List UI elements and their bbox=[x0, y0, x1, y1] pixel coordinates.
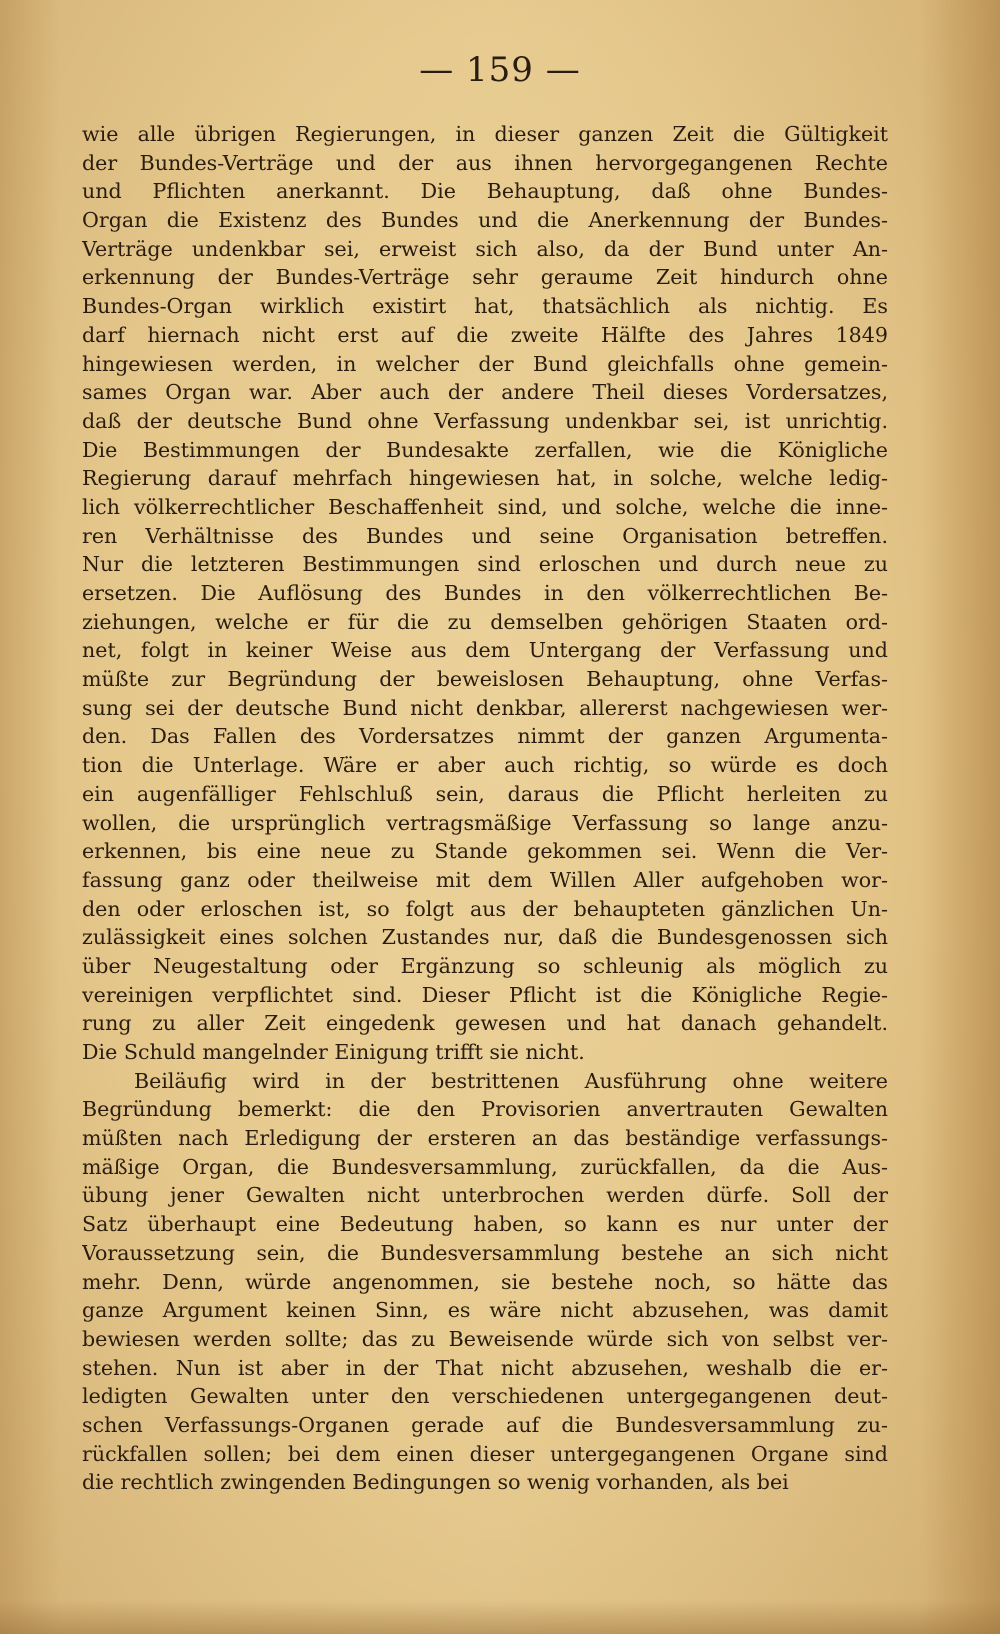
text-line: Voraussetzung sein, die Bundesversammlung bestehe an sich nicht bbox=[82, 1240, 888, 1265]
text-line: Die Schuld mangelnder Einigung trifft sie nicht. bbox=[82, 1040, 585, 1064]
text-line: wollen, die ursprünglich vertragsmäßige Verfassung so lange anzu- bbox=[82, 810, 888, 835]
text-line: net, folgt in keiner Weise aus dem Untergang der Verfassung und bbox=[82, 638, 888, 663]
text-line: mäßige Organ, die Bundesversammlung, zurückfallen, da die Aus- bbox=[82, 1154, 888, 1179]
text-line: über Neugestaltung oder Ergänzung so schleunig als möglich zu bbox=[82, 953, 888, 978]
text-line: fassung ganz oder theilweise mit dem Willen Aller aufgehoben wor- bbox=[82, 867, 888, 892]
page-number-header bbox=[0, 50, 1000, 90]
page-number: — 159 — bbox=[419, 50, 581, 90]
text-line: ziehungen, welche er für die zu demselben gehörigen Staaten ord- bbox=[82, 609, 888, 634]
text-line: bewiesen werden sollte; das zu Beweisende würde sich von selbst ver- bbox=[82, 1326, 888, 1351]
text-line: daß der deutsche Bund ohne Verfassung undenkbar sei, ist unrichtig. bbox=[82, 408, 888, 433]
text-line: ledigten Gewalten unter den verschiedenen untergegangenen deut- bbox=[82, 1384, 888, 1409]
text-line: sung sei der deutsche Bund nicht denkbar, allererst nachgewiesen wer- bbox=[82, 695, 888, 720]
text-line: mehr. Denn, würde angenommen, sie bestehe noch, so hätte das bbox=[82, 1269, 888, 1294]
text-line: darf hiernach nicht erst auf die zweite Hälfte des Jahres 1849 bbox=[82, 322, 888, 347]
text-line: Regierung darauf mehrfach hingewiesen hat, in solche, welche ledig- bbox=[82, 466, 888, 491]
text-line: Begründung bemerkt: die den Provisorien anvertrauten Gewalten bbox=[82, 1097, 888, 1122]
text-line: Die Bestimmungen der Bundesakte zerfallen, wie die Königliche bbox=[82, 437, 888, 462]
text-line: müßten nach Erledigung der ersteren an das beständige verfassungs- bbox=[82, 1126, 888, 1151]
text-line: sames Organ war. Aber auch der andere Theil dieses Vordersatzes, bbox=[82, 380, 888, 405]
text-line: vereinigen verpflichtet sind. Dieser Pflicht ist die Königliche Regie- bbox=[82, 982, 888, 1007]
text-line: Satz überhaupt eine Bedeutung haben, so kann es nur unter der bbox=[82, 1212, 888, 1237]
text-line: und Pflichten anerkannt. Die Behauptung, daß ohne Bundes- bbox=[82, 179, 888, 204]
text-line: übung jener Gewalten nicht unterbrochen werden dürfe. Soll der bbox=[82, 1183, 888, 1208]
text-line: ersetzen. Die Auflösung des Bundes in den völkerrechtlichen Be- bbox=[82, 581, 888, 605]
text-line: schen Verfassungs-Organen gerade auf die Bundesversammlung zu- bbox=[82, 1412, 888, 1437]
text-line: rückfallen sollen; bei dem einen dieser untergegangenen Organe sind bbox=[82, 1441, 888, 1466]
text-line: Verträge undenkbar sei, erweist sich also, da der Bund unter An- bbox=[82, 236, 888, 261]
text-line: den. Das Fallen des Vordersatzes nimmt der ganzen Argumenta- bbox=[82, 724, 888, 749]
text-line: Beiläufig wird in der bestrittenen Ausführung ohne weitere bbox=[134, 1068, 888, 1093]
text-line: ein augenfälliger Fehlschluß sein, daraus die Pflicht herleiten zu bbox=[82, 781, 888, 806]
text-line: Nur die letzteren Bestimmungen sind erloschen und durch neue zu bbox=[82, 552, 888, 577]
text-line: hingewiesen werden, in welcher der Bund gleichfalls ohne gemein- bbox=[82, 351, 888, 376]
text-line: rung zu aller Zeit eingedenk gewesen und hat danach gehandelt. bbox=[82, 1011, 888, 1036]
text-line: tion die Unterlage. Wäre er aber auch richtig, so würde es doch bbox=[82, 753, 888, 778]
text-line: wie alle übrigen Regierungen, in dieser ganzen Zeit die Gültigkeit bbox=[82, 122, 888, 146]
text-line: ren Verhältnisse des Bundes und seine Organisation betreffen. bbox=[82, 523, 888, 548]
text-line: Bundes-Organ wirklich existirt hat, thatsächlich als nichtig. Es bbox=[82, 294, 888, 319]
text-line: Organ die Existenz des Bundes und die Anerkennung der Bundes- bbox=[82, 208, 888, 233]
body-text bbox=[82, 120, 888, 1497]
page-edge-shadow bbox=[0, 1600, 1000, 1634]
text-line: die rechtlich zwingenden Bedingungen so wenig vorhanden, als bei bbox=[82, 1470, 789, 1495]
text-line: lich völkerrechtlicher Beschaffenheit sind, und solche, welche die inne- bbox=[82, 494, 888, 519]
text-line: müßte zur Begründung der beweislosen Behauptung, ohne Verfas- bbox=[82, 667, 888, 692]
text-line: erkennung der Bundes-Verträge sehr geraume Zeit hindurch ohne bbox=[82, 265, 888, 290]
text-line: zulässigkeit eines solchen Zustandes nur, daß die Bundesgenossen sich bbox=[82, 925, 888, 950]
text-line: ganze Argument keinen Sinn, es wäre nicht abzusehen, was damit bbox=[82, 1298, 888, 1323]
text-line: erkennen, bis eine neue zu Stande gekommen sei. Wenn die Ver- bbox=[82, 839, 888, 864]
text-line: der Bundes-Verträge und der aus ihnen hervorgegangenen Rechte bbox=[82, 150, 888, 175]
text-line: stehen. Nun ist aber in der That nicht abzusehen, weshalb die er- bbox=[82, 1355, 888, 1380]
text-line: den oder erloschen ist, so folgt aus der behaupteten gänzlichen Un- bbox=[82, 896, 888, 921]
